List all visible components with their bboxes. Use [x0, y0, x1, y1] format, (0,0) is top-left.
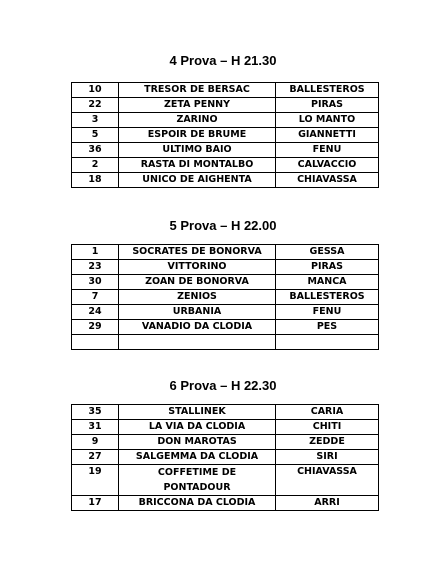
horse-name: URBANIA [119, 305, 276, 320]
table-row [72, 320, 379, 335]
table-row [72, 496, 379, 511]
table-row [72, 420, 379, 435]
horse-name: SALGEMMA DA CLODIA [119, 450, 276, 465]
horse-name: VANADIO DA CLODIA [119, 320, 276, 335]
horse-number: 30 [72, 275, 119, 290]
race-title-5: 5 Prova – H 22.00 [169, 218, 277, 233]
jockey-name: CHIAVASSA [276, 173, 379, 188]
jockey-name: CHIAVASSA [276, 465, 379, 496]
jockey-name: ZEDDE [276, 435, 379, 450]
horse-name: LA VIA DA CLODIA [119, 420, 276, 435]
table-row [72, 173, 379, 188]
horse-name: STALLINEK [119, 405, 276, 420]
jockey-name: BALLESTEROS [276, 290, 379, 305]
jockey-name: CARIA [276, 405, 379, 420]
horse-number: 29 [72, 320, 119, 335]
horse-number: 5 [72, 128, 119, 143]
horse-name: COFFETIME DE PONTADOUR [119, 465, 276, 496]
horse-name: RASTA DI MONTALBO [119, 158, 276, 173]
table-row [72, 275, 379, 290]
horse-name: ESPOIR DE BRUME [119, 128, 276, 143]
horse-name [119, 335, 276, 350]
horse-number: 36 [72, 143, 119, 158]
table-row [72, 83, 379, 98]
horse-number: 10 [72, 83, 119, 98]
jockey-name: LO MANTO [276, 113, 379, 128]
horse-number: 23 [72, 260, 119, 275]
jockey-name: MANCA [276, 275, 379, 290]
jockey-name: PIRAS [276, 98, 379, 113]
jockey-name: SIRI [276, 450, 379, 465]
horse-name: ZENIOS [119, 290, 276, 305]
horse-number: 3 [72, 113, 119, 128]
horse-name: ZOAN DE BONORVA [119, 275, 276, 290]
race-table-6 [71, 404, 379, 511]
race-table-5 [71, 244, 379, 350]
race-title-4: 4 Prova – H 21.30 [169, 53, 277, 68]
jockey-name: BALLESTEROS [276, 83, 379, 98]
jockey-name: CALVACCIO [276, 158, 379, 173]
horse-name: ZARINO [119, 113, 276, 128]
horse-number: 18 [72, 173, 119, 188]
horse-name: ZETA PENNY [119, 98, 276, 113]
horse-name: BRICCONA DA CLODIA [119, 496, 276, 511]
horse-name: TRESOR DE BERSAC [119, 83, 276, 98]
horse-name: UNICO DE AIGHENTA [119, 173, 276, 188]
horse-name: ULTIMO BAIO [119, 143, 276, 158]
jockey-name: FENU [276, 305, 379, 320]
table-row [72, 98, 379, 113]
jockey-name: PIRAS [276, 260, 379, 275]
table-row [72, 113, 379, 128]
jockey-name: GIANNETTI [276, 128, 379, 143]
horse-number: 1 [72, 245, 119, 260]
horse-name: DON MAROTAS [119, 435, 276, 450]
horse-name: SOCRATES DE BONORVA [119, 245, 276, 260]
race-table-4 [71, 82, 379, 188]
horse-number: 2 [72, 158, 119, 173]
table-row [72, 405, 379, 420]
table-row [72, 143, 379, 158]
horse-number: 9 [72, 435, 119, 450]
horse-number: 24 [72, 305, 119, 320]
table-row [72, 305, 379, 320]
horse-number: 22 [72, 98, 119, 113]
horse-number [72, 335, 119, 350]
horse-number: 7 [72, 290, 119, 305]
race-title-6: 6 Prova – H 22.30 [169, 378, 277, 393]
horse-number: 19 [72, 465, 119, 496]
jockey-name [276, 335, 379, 350]
jockey-name: FENU [276, 143, 379, 158]
table-row [72, 450, 379, 465]
table-row [72, 158, 379, 173]
jockey-name: ARRI [276, 496, 379, 511]
horse-number: 27 [72, 450, 119, 465]
table-row [72, 335, 379, 350]
table-row [72, 435, 379, 450]
horse-number: 17 [72, 496, 119, 511]
table-row [72, 260, 379, 275]
jockey-name: PES [276, 320, 379, 335]
table-row [72, 290, 379, 305]
horse-number: 35 [72, 405, 119, 420]
table-row [72, 465, 379, 496]
horse-name: VITTORINO [119, 260, 276, 275]
table-row [72, 128, 379, 143]
jockey-name: CHITI [276, 420, 379, 435]
table-row [72, 245, 379, 260]
jockey-name: GESSA [276, 245, 379, 260]
horse-number: 31 [72, 420, 119, 435]
